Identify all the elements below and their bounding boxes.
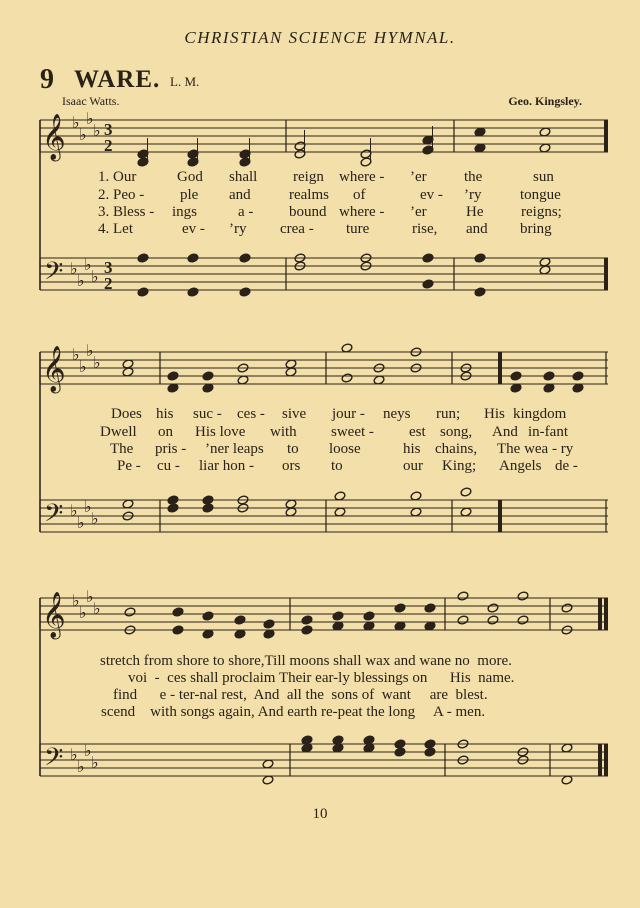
lyric-word: The wea - ry <box>497 441 574 457</box>
note-head <box>543 371 555 381</box>
lyric-word: His <box>484 406 505 422</box>
flat-icon: ♭ <box>84 497 92 516</box>
lyric-word: neys <box>383 406 411 422</box>
treble-clef-icon: 𝄞 <box>42 346 66 392</box>
lyric-word: liar hon - <box>199 458 254 474</box>
lyric-word: chains, <box>435 441 478 457</box>
note-head <box>332 611 344 621</box>
lyric-word: reign <box>293 169 324 185</box>
note-head <box>457 615 469 625</box>
lyric-word: ’ry <box>229 221 247 237</box>
meter: L. M. <box>170 74 200 89</box>
note-head <box>187 253 199 263</box>
note-head <box>167 503 179 513</box>
note-head <box>424 747 436 757</box>
flat-icon: ♭ <box>79 357 87 376</box>
lyric-word: and <box>466 221 488 237</box>
treble-clef-icon: 𝄞 <box>42 592 66 638</box>
note-head <box>202 495 214 505</box>
note-head <box>263 619 275 629</box>
lyric-word: cu - <box>157 458 180 474</box>
lyric-word: The <box>110 441 134 457</box>
note-head <box>474 253 486 263</box>
flat-icon: ♭ <box>84 255 92 274</box>
time-signature-bottom: 2 <box>104 136 113 155</box>
lyric-word: And <box>492 424 518 440</box>
flat-icon: ♭ <box>86 109 94 128</box>
lyric-word: in-fant <box>528 424 568 440</box>
lyric-word: ces - <box>237 406 265 422</box>
lyric-line: stretch from shore to shore,Till moons shall wax and wane no more. <box>100 653 512 669</box>
lyric-word: loose <box>329 441 361 457</box>
lyric-word: reigns; <box>521 204 562 220</box>
note-head <box>394 603 406 613</box>
author: Isaac Watts. <box>62 94 120 108</box>
lyric-line: voi - ces shall proclaim Their ear-ly blessings on His name. <box>128 670 515 686</box>
lyric-word: to <box>331 458 343 474</box>
note-head <box>167 371 179 381</box>
flat-icon: ♭ <box>93 353 101 372</box>
flat-icon: ♭ <box>72 345 80 364</box>
note-head <box>474 287 486 297</box>
time-signature-bottom: 2 <box>104 274 113 293</box>
flat-icon: ♭ <box>91 753 99 772</box>
flat-icon: ♭ <box>70 259 78 278</box>
note-head <box>487 603 499 613</box>
lyric-word: crea - <box>280 221 314 237</box>
lyric-word: 3. Bless - <box>98 204 155 220</box>
lyric-word: sweet - <box>331 424 374 440</box>
note-head <box>341 373 353 383</box>
note-head <box>301 615 313 625</box>
note-head <box>517 591 529 601</box>
note-head <box>234 615 246 625</box>
lyric-word: jour - <box>332 406 365 422</box>
flat-icon: ♭ <box>72 591 80 610</box>
lyric-word: kingdom <box>513 406 567 422</box>
flat-icon: ♭ <box>86 341 94 360</box>
note-head <box>124 607 136 617</box>
note-head <box>202 503 214 513</box>
lyric-word: pris - <box>155 441 187 457</box>
lyric-line: scend with songs again, And earth re-peat the long A - men. <box>101 704 486 720</box>
lyric-word: ture <box>346 221 370 237</box>
lyric-word: Does <box>111 406 142 422</box>
bass-clef-icon: 𝄢 <box>44 499 64 534</box>
lyric-word: ev - <box>182 221 205 237</box>
note-head <box>517 615 529 625</box>
lyric-word: run; <box>436 406 461 422</box>
lyric-word: ’ry <box>464 187 482 203</box>
lyric-word: tongue <box>520 187 561 203</box>
lyric-word: de - <box>555 458 578 474</box>
lyric-word: ’ner leaps <box>205 441 264 457</box>
lyric-word: His love <box>195 424 246 440</box>
lyric-word: suc - <box>193 406 222 422</box>
flat-icon: ♭ <box>72 113 80 132</box>
lyric-word: the <box>464 169 483 185</box>
flat-icon: ♭ <box>77 513 85 532</box>
lyric-word: with <box>270 424 297 440</box>
flat-icon: ♭ <box>86 587 94 606</box>
flat-icon: ♭ <box>79 603 87 622</box>
running-head: CHRISTIAN SCIENCE HYMNAL. <box>184 28 456 47</box>
lyric-word: his <box>403 441 421 457</box>
note-head <box>239 253 251 263</box>
lyric-word: Dwell <box>100 424 137 440</box>
note-head <box>137 287 149 297</box>
lyric-word: and <box>229 187 251 203</box>
bass-clef-icon: 𝄢 <box>44 743 64 778</box>
note-head <box>172 607 184 617</box>
lyric-word: Pe - <box>117 458 141 474</box>
note-head <box>137 253 149 263</box>
lyric-word: shall <box>229 169 258 185</box>
flat-icon: ♭ <box>91 267 99 286</box>
note-head <box>301 625 313 635</box>
lyric-word: 4. Let <box>98 221 133 237</box>
page-number: 10 <box>312 806 328 822</box>
flat-icon: ♭ <box>79 125 87 144</box>
lyric-word: to <box>287 441 299 457</box>
note-head <box>424 603 436 613</box>
note-head <box>172 625 184 635</box>
note-head <box>202 371 214 381</box>
flat-icon: ♭ <box>93 121 101 140</box>
lyric-word: where - <box>339 169 385 185</box>
lyric-word: ings <box>172 204 198 220</box>
note-head <box>460 487 472 497</box>
note-head <box>422 279 434 289</box>
composer: Geo. Kingsley. <box>508 94 582 108</box>
note-head <box>202 611 214 621</box>
note-head <box>457 591 469 601</box>
lyric-word: 2. Peo - <box>98 187 145 203</box>
lyric-word: 1. Our <box>98 169 137 185</box>
note-head <box>394 739 406 749</box>
time-signature-top: 3 <box>104 258 113 277</box>
lyric-word: where - <box>339 204 385 220</box>
lyric-word: realms <box>289 187 329 203</box>
lyric-word: ev - <box>420 187 443 203</box>
lyric-word: est <box>409 424 426 440</box>
treble-clef-icon: 𝄞 <box>42 114 66 160</box>
note-head <box>239 287 251 297</box>
lyric-word: God <box>177 169 203 185</box>
lyric-word: ple <box>180 187 199 203</box>
note-head <box>167 495 179 505</box>
note-head <box>394 747 406 757</box>
time-signature-top: 3 <box>104 120 113 139</box>
lyric-word: a - <box>238 204 254 220</box>
note-head <box>487 615 499 625</box>
flat-icon: ♭ <box>93 599 101 618</box>
note-head <box>510 371 522 381</box>
lyric-word: our <box>403 458 423 474</box>
note-head <box>424 739 436 749</box>
note-head <box>572 371 584 381</box>
lyric-word: ’er <box>410 169 427 185</box>
lyric-word: bring <box>520 221 552 237</box>
hymn-number: 9 <box>40 64 54 95</box>
note-head <box>422 253 434 263</box>
lyric-word: ors <box>282 458 301 474</box>
flat-icon: ♭ <box>84 741 92 760</box>
lyric-word: Angels <box>499 458 542 474</box>
flat-icon: ♭ <box>77 757 85 776</box>
lyric-word: song, <box>440 424 473 440</box>
lyric-line: find e - ter-nal rest, And all the sons of want are blest. <box>113 687 488 703</box>
note-head <box>187 287 199 297</box>
flat-icon: ♭ <box>70 745 78 764</box>
note-head <box>561 603 573 613</box>
lyric-word: King; <box>442 458 477 474</box>
flat-icon: ♭ <box>91 509 99 528</box>
lyric-word: He <box>466 204 484 220</box>
flat-icon: ♭ <box>70 501 78 520</box>
flat-icon: ♭ <box>77 271 85 290</box>
lyric-word: rise, <box>412 221 438 237</box>
lyric-word: on <box>158 424 173 440</box>
bass-clef-icon: 𝄢 <box>44 257 64 292</box>
lyric-word: his <box>156 406 174 422</box>
lyric-word: sun <box>533 169 554 185</box>
tune-name: WARE. <box>74 66 161 93</box>
lyric-word: sive <box>282 406 307 422</box>
lyric-word: ’er <box>410 204 427 220</box>
note-head <box>363 611 375 621</box>
lyric-word: bound <box>289 204 327 220</box>
lyric-word: of <box>353 187 366 203</box>
